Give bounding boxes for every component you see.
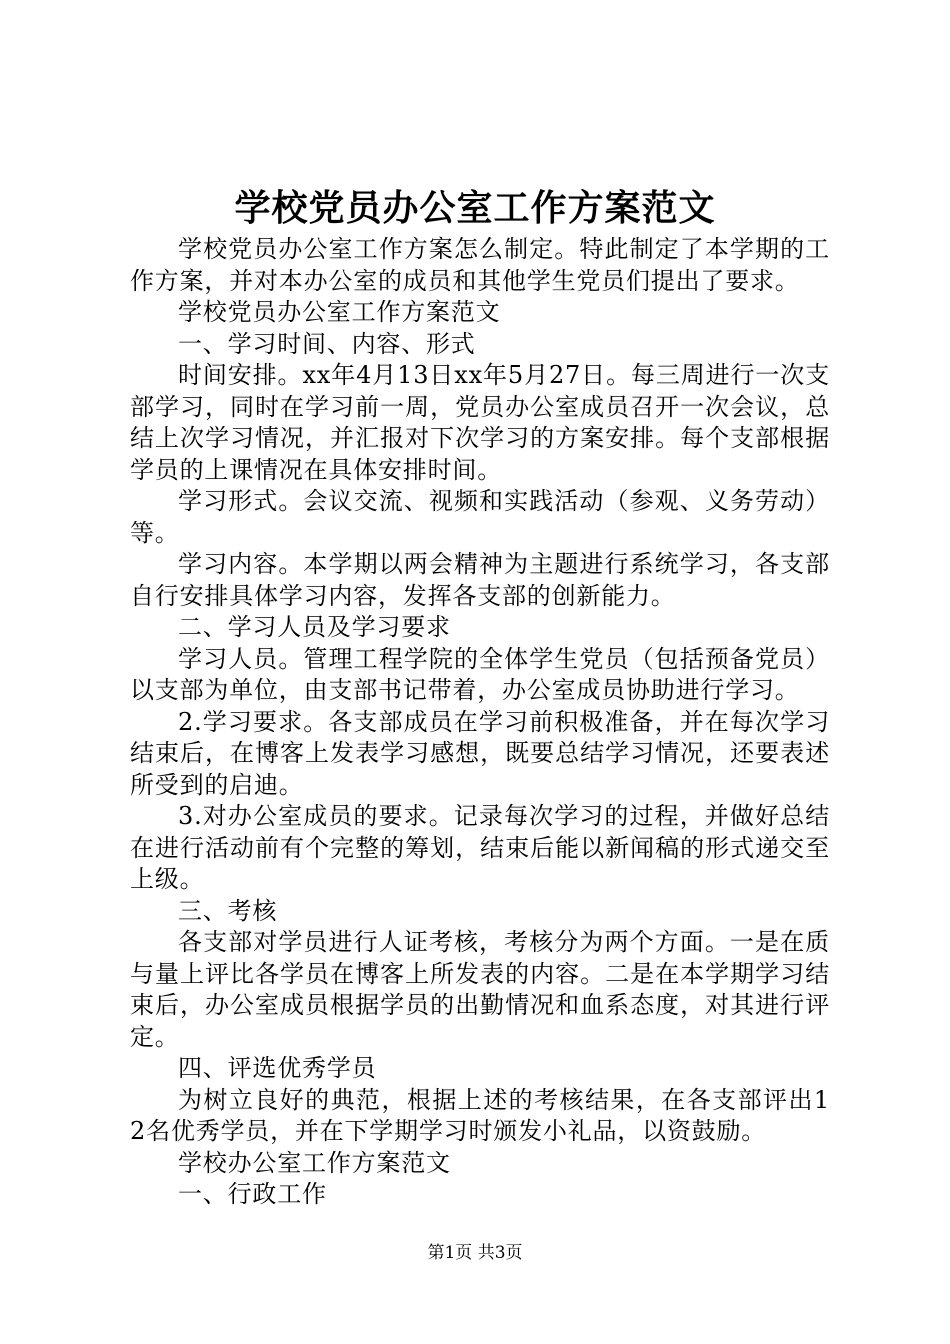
paragraph-content: 学习内容。本学期以两会精神为主题进行系统学习，各支部自行安排具体学习内容，发挥各支部的创新能力。 bbox=[130, 550, 830, 610]
section-heading-2: 二、学习人员及学习要求 bbox=[178, 613, 451, 641]
document-body bbox=[130, 234, 830, 1211]
paragraph-schedule: 时间安排。xx年4月13日xx年5月27日。每三周进行一次支部学习，同时在学习前一周，党员办公室成员召开一次会议，总结上次学习情况，并汇报对下次学习的方案安排。每个支部根据学员的上课情况在具体安排时间。 bbox=[130, 361, 830, 484]
paragraph-office-requirements: 3.对办公室成员的要求。记录每次学习的过程，并做好总结在进行活动前有个完整的筹划，结束后能以新闻稿的形式递交至上级。 bbox=[130, 802, 830, 893]
document-title: 学校党员办公室工作方案范文 bbox=[234, 187, 716, 229]
paragraph-intro: 学校党员办公室工作方案怎么制定。特此制定了本学期的工作方案，并对本办公室的成员和其他学生党员们提出了要求。 bbox=[130, 235, 830, 295]
section-heading-3: 三、考核 bbox=[178, 896, 278, 925]
section-heading-admin: 一、行政工作 bbox=[178, 1180, 327, 1208]
page-footer: 第1页 共3页 bbox=[427, 1243, 523, 1263]
section-heading-4: 四、评选优秀学员 bbox=[178, 1054, 377, 1082]
paragraph-assessment: 各支部对学员进行人证考核，考核分为两个方面。一是在质与量上评比各学员在博客上所发表的内容。二是在本学期学习结束后，办公室成员根据学员的出勤情况和血系态度，对其进行评定。 bbox=[130, 928, 830, 1051]
section-heading-1: 一、学习时间、内容、形式 bbox=[178, 329, 476, 358]
paragraph-awards: 为树立良好的典范，根据上述的考核结果，在各支部评出12名优秀学员，并在下学期学习时颁发小礼品，以资鼓励。 bbox=[130, 1085, 830, 1145]
paragraph-format: 学习形式。会议交流、视频和实践活动（参观、义务劳动）等。 bbox=[130, 487, 830, 547]
paragraph-requirements: 2.学习要求。各支部成员在学习前积极准备，并在每次学习结束后，在博客上发表学习感想，既要总结学习情况，还要表述所受到的启迪。 bbox=[130, 707, 830, 799]
paragraph-personnel: 学习人员。管理工程学院的全体学生党员（包括预备党员）以支部为单位，由支部书记带着，办公室成员协助进行学习。 bbox=[130, 644, 830, 704]
paragraph-subtitle-1: 学校党员办公室工作方案范文 bbox=[178, 298, 501, 326]
paragraph-subtitle-2: 学校办公室工作方案范文 bbox=[178, 1148, 451, 1177]
